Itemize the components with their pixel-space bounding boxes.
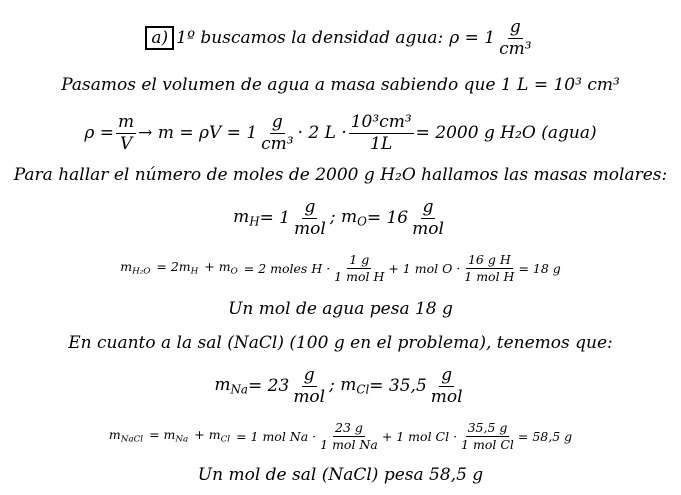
water-molar-mass-line bbox=[0, 248, 681, 288]
conversion-num: 10³cm³ bbox=[350, 111, 412, 132]
m-h2o-result: = 18 g bbox=[518, 260, 561, 276]
mo-value: = 16 bbox=[366, 208, 409, 228]
molar-mass-na-cl-line bbox=[0, 362, 681, 410]
mna-frac-num: g bbox=[303, 364, 315, 385]
mass-calc-line bbox=[0, 108, 681, 158]
na-frac-den: 1 mol Na bbox=[320, 436, 378, 452]
mna-symbol: $m_{Na}$ bbox=[214, 375, 249, 397]
molar-mass-h-o-line bbox=[0, 194, 681, 242]
mna-value: = 23 bbox=[248, 376, 290, 396]
m-nacl-result: = 58,5 g bbox=[517, 428, 573, 444]
nacl-molar-mass-line bbox=[0, 416, 681, 456]
density-intro-text: 1º buscamos la densidad agua: bbox=[176, 28, 444, 48]
salt-intro-text: En cuanto a la sal (NaCl) (100 g en el problema), tenemos que: bbox=[68, 333, 613, 353]
m-nacl-c: = 1 mol Na · bbox=[236, 428, 317, 444]
density-fraction bbox=[497, 18, 533, 58]
na-fraction bbox=[318, 421, 380, 452]
density-line bbox=[0, 16, 681, 60]
mh-symbol: $m_H$ bbox=[233, 207, 260, 229]
water-mol-weight-text: Un mol de agua pesa 18 g bbox=[228, 299, 453, 319]
rho-symbol: ρ = bbox=[84, 123, 115, 143]
m-h2o-a: = $2m_H$ bbox=[156, 259, 199, 277]
water-mol-weight-line bbox=[0, 296, 681, 322]
mna-fraction bbox=[291, 366, 327, 406]
g-per-cm3-fraction bbox=[259, 113, 295, 153]
m-over-v-fraction bbox=[116, 113, 136, 153]
mcl-frac-num: g bbox=[441, 364, 453, 385]
mcl-frac-den: mol bbox=[430, 386, 463, 407]
g-per-cm3-num: g bbox=[271, 111, 283, 132]
m-over-v-num: m bbox=[118, 111, 135, 132]
g-per-cm3-den: cm³ bbox=[261, 133, 294, 154]
m-h2o-symbol: $m_{H_2O}$ bbox=[120, 259, 151, 277]
mh-frac-den: mol bbox=[294, 218, 326, 239]
m-nacl-a: = $m_{Na}$ bbox=[149, 427, 189, 445]
mcl-symbol: ; $m_{Cl}$ bbox=[329, 375, 370, 397]
moles-intro-line bbox=[0, 162, 681, 188]
volume-to-mass-text: Pasamos el volumen de agua a masa sabiendo que 1 L = 10³ cm³ bbox=[61, 75, 620, 95]
mh-value: = 1 bbox=[259, 208, 291, 228]
salt-mol-weight-line bbox=[0, 462, 681, 488]
m-h2o-b: + $m_O$ bbox=[204, 259, 238, 277]
m-over-v-den: V bbox=[119, 133, 133, 154]
h-frac-den: 1 mol H bbox=[334, 268, 385, 284]
mo-frac-den: mol bbox=[412, 218, 444, 239]
m-nacl-b: + $m_{Cl}$ bbox=[194, 427, 231, 445]
cl-frac-den: 1 mol Cl bbox=[461, 436, 514, 452]
m-h2o-c: = 2 moles H · bbox=[243, 260, 331, 276]
m-nacl-d: + 1 mol Cl · bbox=[381, 428, 458, 444]
part-a-label: a) bbox=[145, 26, 174, 50]
mass-calc-mult: · 2 L · bbox=[297, 123, 347, 143]
cl-frac-num: 35,5 g bbox=[467, 419, 508, 435]
volume-to-mass-line bbox=[0, 72, 681, 98]
mo-fraction bbox=[410, 198, 446, 238]
density-lhs: ρ = 1 bbox=[449, 28, 496, 48]
h-fraction bbox=[332, 253, 386, 284]
moles-intro-text: Para hallar el número de moles de 2000 g H₂O hallamos las masas molares: bbox=[13, 165, 668, 185]
mass-calc-result: = 2000 g H₂O (agua) bbox=[415, 123, 597, 143]
o-frac-den: 1 mol H bbox=[464, 268, 515, 284]
o-frac-num: 16 g H bbox=[467, 251, 511, 267]
mna-frac-den: mol bbox=[293, 386, 326, 407]
mo-symbol: ; $m_O$ bbox=[329, 207, 367, 229]
conversion-fraction bbox=[349, 113, 414, 153]
o-fraction bbox=[462, 253, 516, 284]
mh-frac-num: g bbox=[304, 196, 316, 217]
mass-calc-middle: → m = ρV = 1 bbox=[138, 123, 258, 143]
mcl-fraction bbox=[429, 366, 465, 406]
mh-fraction bbox=[292, 198, 328, 238]
m-h2o-d: + 1 mol O · bbox=[388, 260, 461, 276]
conversion-den: 1L bbox=[370, 133, 393, 154]
mo-frac-num: g bbox=[422, 196, 434, 217]
mcl-value: = 35,5 bbox=[369, 376, 427, 396]
salt-intro-line bbox=[0, 330, 681, 356]
h-frac-num: 1 g bbox=[349, 251, 370, 267]
density-frac-num: g bbox=[509, 16, 521, 37]
salt-mol-weight-text: Un mol de sal (NaCl) pesa 58,5 g bbox=[197, 465, 484, 485]
cl-fraction bbox=[459, 421, 516, 452]
m-nacl-symbol: $m_{NaCl}$ bbox=[108, 427, 144, 445]
na-frac-num: 23 g bbox=[335, 419, 363, 435]
density-frac-den: cm³ bbox=[499, 38, 532, 59]
